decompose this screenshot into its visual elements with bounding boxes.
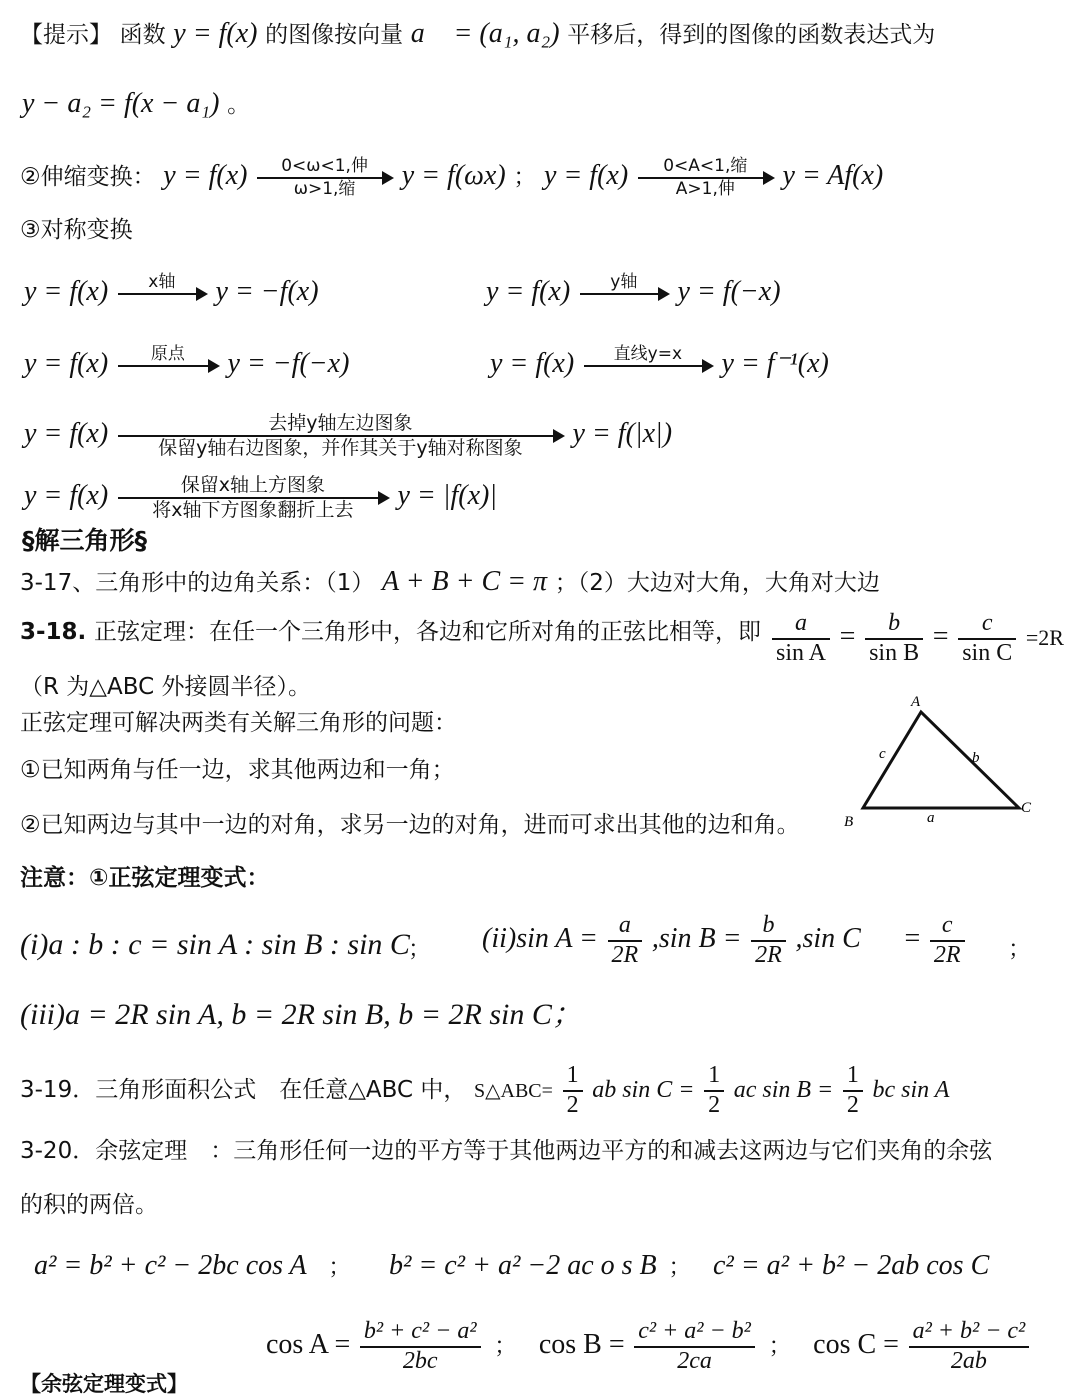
hint-vector: a⃗ = (a₁, a₂) (410, 18, 560, 49)
p318-text: 正弦定理：在任一个三角形中，各边和它所对角的正弦比相等，即 (93, 619, 761, 645)
hint-text-3: 平移后，得到的图像的函数表达式为 (567, 22, 936, 48)
note-iii-eq: (iii)a = 2R sin A, b = 2R sin B, b = 2R sin C； (20, 998, 582, 1031)
p320-sep-2: ； (668, 1254, 692, 1280)
symmetry-label: ③对称变换 (20, 217, 133, 243)
symmetry-r3-arrow-label: 原点 (150, 343, 185, 364)
symmetry-row-2 (486, 271, 781, 308)
hint-label: 【提示】 (20, 22, 112, 48)
p317-text: 3-17、三角形中的边角关系：（1） (20, 570, 375, 596)
symmetry-r5-above: 去掉y轴左边图象 (268, 411, 413, 434)
note-ii-frac-1: $\frac{a}{2R}$ (608, 912, 643, 969)
symmetry-r5-arrow (118, 411, 563, 459)
symmetry-r6-left: y = f(x) (24, 480, 109, 511)
p320-equations (34, 1250, 989, 1282)
p318-tail: =2R (1025, 625, 1064, 651)
note-ii-eq: = (904, 923, 921, 955)
stretch-arrow-1-above: 0<ω<1,伸 (281, 155, 368, 176)
symmetry-r1-arrow-label: x轴 (148, 271, 176, 292)
stretch-right-2: y = Af(x) (782, 160, 884, 191)
symmetry-r3-left: y = f(x) (24, 348, 109, 379)
symmetry-r3-arrow (118, 343, 218, 367)
p318-frac-b: $\frac{b}{\text{sin B}}$ (865, 610, 923, 667)
p319-line (20, 1062, 949, 1119)
cos-sep-1: ； (494, 1333, 518, 1360)
note-ii-frac-3: $\frac{c}{2R}$ (930, 912, 965, 969)
symmetry-r6-below: 将x轴下方图象翻折上去 (152, 498, 354, 521)
vertex-a-label: A (911, 694, 921, 710)
p319-half-2: $\frac{1}{2}$ (704, 1062, 724, 1119)
cos-c-label: cos C = (813, 1329, 899, 1361)
p319-term-1: ab sin C = (592, 1077, 695, 1104)
stretch-arrow-1-below: ω>1,缩 (293, 178, 356, 199)
hint-end: 。 (227, 92, 251, 118)
hint-line (20, 18, 935, 50)
cos-b-frac: $\frac{\text{c² + a² − b²}}{2ca}$ (634, 1318, 755, 1375)
hint-result: y − a₂ = f(x − a₁) (22, 88, 220, 119)
section-title: §解三角形§ (22, 526, 148, 555)
note-ii (482, 912, 967, 969)
p320-sep-1: ； (328, 1254, 352, 1280)
symmetry-r2-arrow-label: y轴 (610, 271, 638, 292)
p317-line (20, 566, 880, 598)
symmetry-r1-right: y = −f(x) (215, 276, 319, 307)
p318-formula: $\frac{a}{\text{sin A}}$ = $\frac{b}{\text{sin B}}$ = $\frac{c}{\text{sin C}}$ =2R (770, 610, 1064, 667)
p319-s: S△ABC= (474, 1080, 553, 1103)
vertex-c-label: C (1021, 800, 1032, 816)
symmetry-r4-left: y = f(x) (490, 348, 575, 379)
p319-term-3: bc sin A (872, 1077, 950, 1104)
p319-text: 3-19．三角形面积公式 在任意△ABC 中， (20, 1077, 467, 1104)
hint-text-1: 函数 (119, 22, 166, 48)
p320-eq-1: a² = b² + c² − 2bc cos A (34, 1250, 307, 1281)
p317-eq: A + B + C = π (381, 566, 548, 597)
cos-b-label: cos B = (538, 1329, 625, 1361)
stretch-arrow-2-above: 0<A<1,缩 (663, 155, 748, 176)
stretch-arrow-2 (638, 155, 773, 199)
symmetry-r1-arrow (118, 271, 206, 295)
p318-line-4: ①已知两角与任一边，求其他两边和一角； (20, 757, 455, 783)
note-i-sep: ； (408, 936, 431, 962)
symmetry-r6-right: y = |f(x)| (397, 480, 498, 511)
p317-text-2: ；（2）大边对大角，大角对大边 (554, 570, 880, 596)
symmetry-r2-right: y = f(−x) (677, 276, 781, 307)
p318-line-2: （R 为△ABC 外接圆半径）。 (20, 674, 311, 700)
hint-eq-1: y = f(x) (173, 18, 258, 49)
p318-line-5: ②已知两边与其中一边的对角，求另一边的对角，进而可求出其他的边和角。 (20, 812, 800, 838)
p318-line (20, 618, 761, 646)
symmetry-r6-arrow (118, 473, 388, 521)
note-ii-mid-1: ,sin B = (651, 923, 742, 955)
vertex-b-label: B (844, 814, 854, 830)
symmetry-r5-below: 保留y轴右边图象，并作其关于y轴对称图象 (158, 436, 523, 459)
symmetry-r2-left: y = f(x) (486, 276, 571, 307)
p318-frac-a: $\frac{a}{\text{sin A}}$ (772, 610, 830, 667)
p320-text-2: 的积的两倍。 (20, 1192, 158, 1218)
cosine-var-label: 【余弦定理变式】 (20, 1372, 188, 1396)
note-ii-mid-2: ,sin C (795, 923, 861, 955)
cosine-var-formulas (266, 1318, 1031, 1375)
side-c-label: c (879, 746, 886, 762)
symmetry-row-4 (490, 343, 829, 380)
symmetry-r6-above: 保留x轴上方图象 (180, 473, 325, 496)
stretch-line (20, 155, 884, 199)
stretch-left-2: y = f(x) (543, 160, 629, 191)
stretch-label: ②伸缩变换： (20, 164, 156, 190)
note-i (20, 928, 410, 963)
p319-half-1: $\frac{1}{2}$ (563, 1062, 583, 1119)
stretch-arrow-1 (257, 155, 392, 199)
cos-c-frac: $\frac{\text{a² + b² − c²}}{2ab}$ (909, 1318, 1030, 1375)
triangle-shape (863, 712, 1019, 808)
symmetry-row-1 (24, 271, 319, 308)
stretch-sep: ； (513, 164, 537, 190)
side-b-label: b (972, 750, 980, 766)
note-label: 注意：①正弦定理变式： (20, 865, 270, 891)
p320-text: 3-20．余弦定理 ：三角形任何一边的平方等于其他两边平方的和减去这两边与它们夹角的余弦 (20, 1138, 993, 1164)
symmetry-r1-left: y = f(x) (24, 276, 109, 307)
stretch-right-1: y = f(ωx) (401, 160, 506, 191)
symmetry-r4-arrow-label: 直线y=x (613, 343, 683, 364)
triangle-diagram (835, 690, 1045, 835)
symmetry-r5-right: y = f(|x|) (572, 418, 673, 449)
symmetry-r3-right: y = −f(−x) (227, 348, 350, 379)
note-ii-pre: (ii)sin A = (482, 923, 598, 955)
symmetry-row-3 (24, 343, 350, 380)
note-ii-sep: ； (1008, 936, 1031, 962)
p318-line-3: 正弦定理可解决两类有关解三角形的问题： (20, 710, 457, 736)
cos-sep-2: ； (768, 1333, 792, 1360)
cos-a-frac: $\frac{\text{b² + c² − a²}}{2bc}$ (360, 1318, 481, 1375)
p319-term-2: ac sin B = (733, 1077, 834, 1104)
p319-half-3: $\frac{1}{2}$ (843, 1062, 863, 1119)
symmetry-row-5 (24, 411, 673, 459)
hint-result-line (22, 88, 250, 120)
stretch-left-1: y = f(x) (163, 160, 248, 191)
symmetry-row-6 (24, 473, 498, 521)
symmetry-r4-right: y = f⁻¹(x) (721, 348, 829, 379)
p318-frac-c: $\frac{c}{\text{sin C}}$ (958, 610, 1016, 667)
note-iii (20, 998, 582, 1033)
stretch-arrow-2-below: A>1,伸 (675, 178, 735, 199)
p320-eq-2: b² = c² + a² −2 ac o s B (388, 1250, 657, 1281)
symmetry-r2-arrow (580, 271, 668, 295)
p318-num: 3-18. (20, 619, 87, 645)
note-i-eq: (i)a : b : c = sin A : sin B : sin C (20, 928, 410, 961)
p320-eq-3: c² = a² + b² − 2ab cos C (712, 1250, 990, 1281)
symmetry-r4-arrow (584, 343, 712, 367)
side-a-label: a (927, 810, 935, 826)
hint-text-2: 的图像按向量 (265, 22, 404, 48)
symmetry-r5-left: y = f(x) (24, 418, 109, 449)
note-ii-frac-2: $\frac{b}{2R}$ (751, 912, 786, 969)
cos-a-label: cos A = (266, 1329, 351, 1361)
